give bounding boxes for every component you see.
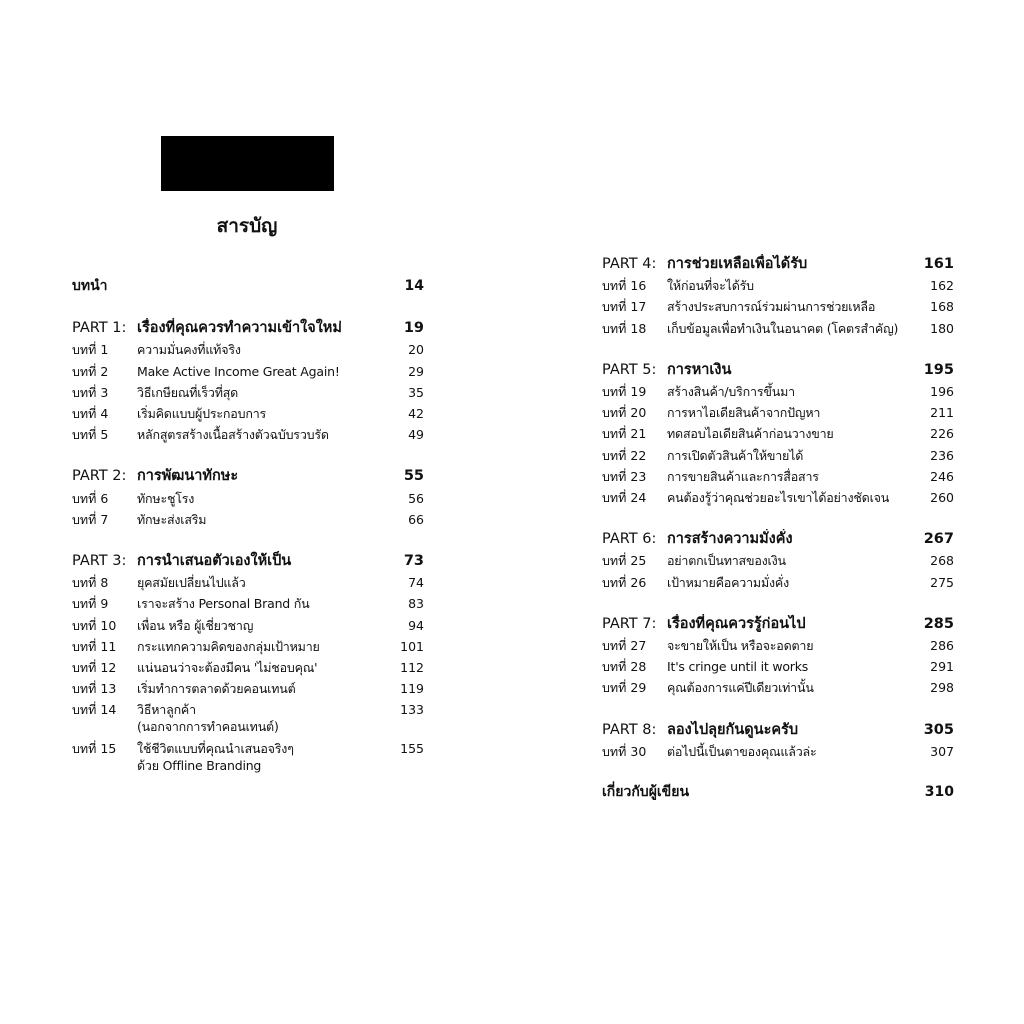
chapter-label: บทที่ 19 xyxy=(602,384,647,400)
part-title: การหาเงิน xyxy=(667,361,732,378)
chapter-label: บทที่ 22 xyxy=(602,447,647,463)
chapter-title: อย่าตกเป็นทาสของเงิน xyxy=(667,553,786,569)
chapter-row xyxy=(72,657,424,678)
chapter-page: 119 xyxy=(400,681,424,697)
chapter-title: สร้างสินค้า/บริการขึ้นมา xyxy=(667,384,795,400)
chapter-row xyxy=(72,382,424,403)
chapter-row xyxy=(72,403,424,424)
part-heading xyxy=(602,529,954,550)
chapter-label: บทที่ 29 xyxy=(602,680,647,696)
chapter-row xyxy=(602,318,954,339)
chapter-row xyxy=(602,423,954,444)
chapter-title: แน่นอนว่าจะต้องมีคน 'ไม่ชอบคุณ' xyxy=(137,660,318,676)
parts-left xyxy=(72,318,424,774)
part-label: PART 2: xyxy=(72,468,127,485)
part-page: 195 xyxy=(923,361,954,378)
chapter-title: การเปิดตัวสินค้าให้ขายได้ xyxy=(667,447,804,463)
part-label: PART 1: xyxy=(72,320,127,337)
part-title: การนำเสนอตัวเองให้เป็น xyxy=(137,553,292,570)
chapter-label: บทที่ 16 xyxy=(602,278,647,294)
chapter-page: 226 xyxy=(930,426,954,442)
chapter-label: บทที่ 26 xyxy=(602,574,647,590)
chapter-page: 35 xyxy=(408,384,424,400)
chapter-title: วิธีเกษียณที่เร็วที่สุด xyxy=(137,384,239,400)
chapter-row xyxy=(72,636,424,657)
toc-title: สารบัญ xyxy=(216,215,278,237)
part-title: การช่วยเหลือเพื่อได้รับ xyxy=(667,256,808,272)
chapter-title: ทดสอบไอเดียสินค้าก่อนวางขาย xyxy=(667,426,834,442)
toc-intro-row xyxy=(72,276,424,297)
chapter-row xyxy=(602,677,954,698)
toc-column-left xyxy=(72,276,424,777)
part-heading xyxy=(602,720,954,741)
part-page: 161 xyxy=(923,256,954,272)
chapter-row xyxy=(72,361,424,382)
chapter-row xyxy=(72,738,424,774)
chapter-label: บทที่ 30 xyxy=(602,743,647,759)
chapter-title: เพื่อน หรือ ผู้เชี่ยวชาญ xyxy=(137,617,254,633)
chapter-page: 101 xyxy=(400,638,424,654)
chapter-page: 133 xyxy=(400,702,424,718)
chapter-row xyxy=(602,572,954,593)
part-title: การสร้างความมั่งคั่ง xyxy=(667,531,793,548)
chapter-title: การขายสินค้าและการสื่อสาร xyxy=(667,468,819,484)
chapter-row xyxy=(72,615,424,636)
chapter-row xyxy=(602,402,954,423)
chapter-row xyxy=(602,741,954,762)
chapter-page: 66 xyxy=(408,511,424,527)
chapter-page: 275 xyxy=(930,574,954,590)
chapter-title: ยุคสมัยเปลี่ยนไปแล้ว xyxy=(137,575,246,591)
chapter-page: 112 xyxy=(400,660,424,676)
chapter-title: การหาไอเดียสินค้าจากปัญหา xyxy=(667,405,821,421)
chapter-page: 246 xyxy=(930,468,954,484)
chapter-label: บทที่ 17 xyxy=(602,299,647,315)
chapter-page: 298 xyxy=(930,680,954,696)
chapter-row xyxy=(602,381,954,402)
chapter-title: ต่อไปนี้เป็นตาของคุณแล้วล่ะ xyxy=(667,743,817,759)
chapter-row xyxy=(602,466,954,487)
chapter-page: 74 xyxy=(408,575,424,591)
chapter-page: 155 xyxy=(400,741,424,757)
intro-title: บทนำ xyxy=(72,278,108,294)
chapter-title: จะขายให้เป็น หรือจะอดตาย xyxy=(667,638,814,654)
part-label: PART 7: xyxy=(602,615,657,632)
part-label: PART 6: xyxy=(602,531,657,548)
chapter-title: กระแทกความคิดของกลุ่มเป้าหมาย xyxy=(137,638,320,654)
chapter-label: บทที่ 3 xyxy=(72,384,109,400)
chapter-label: บทที่ 11 xyxy=(72,638,117,654)
part-page: 285 xyxy=(923,615,954,632)
about-page: 310 xyxy=(924,784,954,801)
chapter-title: เราจะสร้าง Personal Brand กัน xyxy=(137,596,310,612)
about-title: เกี่ยวกับผู้เขียน xyxy=(602,784,690,801)
chapter-label: บทที่ 15 xyxy=(72,741,117,757)
part-heading xyxy=(602,614,954,635)
chapter-label: บทที่ 7 xyxy=(72,511,109,527)
chapter-label: บทที่ 12 xyxy=(72,660,117,676)
chapter-label: บทที่ 2 xyxy=(72,363,109,379)
part-heading xyxy=(72,466,424,487)
chapter-row xyxy=(602,445,954,466)
chapter-row xyxy=(72,678,424,699)
chapter-label: บทที่ 4 xyxy=(72,406,109,422)
chapter-page: 260 xyxy=(930,490,954,506)
part-page: 19 xyxy=(403,320,424,337)
chapter-title: เป้าหมายคือความมั่งคั่ง xyxy=(667,574,789,590)
chapter-label: บทที่ 24 xyxy=(602,490,647,506)
chapter-label: บทที่ 10 xyxy=(72,617,117,633)
part-label: PART 3: xyxy=(72,553,127,570)
chapter-title: Make Active Income Great Again! xyxy=(137,363,340,379)
chapter-label: บทที่ 20 xyxy=(602,405,647,421)
part-label: PART 8: xyxy=(602,721,657,738)
chapter-title: It's cringe until it works xyxy=(667,659,809,675)
chapter-label: บทที่ 25 xyxy=(602,553,647,569)
chapter-page: 211 xyxy=(930,405,954,421)
part-title: เรื่องที่คุณควรทำความเข้าใจใหม่ xyxy=(137,320,342,337)
chapter-row xyxy=(72,509,424,530)
chapter-page: 168 xyxy=(930,299,954,315)
chapter-row xyxy=(72,488,424,509)
chapter-page: 180 xyxy=(930,320,954,336)
chapter-row xyxy=(602,656,954,677)
toc-column-right xyxy=(602,254,954,803)
chapter-title: เริ่มทำการตลาดด้วยคอนเทนต์ xyxy=(137,681,296,697)
chapter-label: บทที่ 28 xyxy=(602,659,647,675)
chapter-title: คนต้องรู้ว่าคุณช่วยอะไรเขาได้อย่างชัดเจน xyxy=(667,490,890,506)
chapter-title: คุณต้องการแค่ปีเดียวเท่านั้น xyxy=(667,680,814,696)
chapter-label: บทที่ 21 xyxy=(602,426,647,442)
chapter-page: 94 xyxy=(408,617,424,633)
chapter-page: 196 xyxy=(930,384,954,400)
chapter-title: ทักษะชูโรง xyxy=(137,490,195,506)
parts-right xyxy=(602,254,954,762)
chapter-row xyxy=(72,339,424,360)
black-redaction-block xyxy=(161,136,334,191)
chapter-label: บทที่ 5 xyxy=(72,427,109,443)
chapter-page: 236 xyxy=(930,447,954,463)
chapter-row xyxy=(602,296,954,317)
chapter-label: บทที่ 18 xyxy=(602,320,647,336)
chapter-title: เริ่มคิดแบบผู้ประกอบการ xyxy=(137,406,267,422)
chapter-page: 29 xyxy=(408,363,424,379)
part-title: ลองไปลุยกันดูนะครับ xyxy=(667,721,799,738)
chapter-label: บทที่ 9 xyxy=(72,596,109,612)
chapter-row xyxy=(72,593,424,614)
part-page: 267 xyxy=(923,531,954,548)
chapter-page: 291 xyxy=(930,659,954,675)
chapter-row xyxy=(72,699,424,735)
chapter-page: 162 xyxy=(930,278,954,294)
part-page: 73 xyxy=(403,553,424,570)
part-label: PART 5: xyxy=(602,361,657,378)
chapter-label: บทที่ 1 xyxy=(72,342,109,358)
chapter-page: 56 xyxy=(408,490,424,506)
chapter-row xyxy=(602,635,954,656)
intro-page: 14 xyxy=(404,278,424,294)
chapter-row xyxy=(602,487,954,508)
part-heading xyxy=(72,318,424,339)
chapter-row xyxy=(72,572,424,593)
part-heading xyxy=(602,254,954,275)
chapter-page: 307 xyxy=(930,743,954,759)
chapter-row xyxy=(602,550,954,571)
toc-about-row xyxy=(602,782,954,803)
chapter-title: สร้างประสบการณ์ร่วมผ่านการช่วยเหลือ xyxy=(667,299,876,315)
part-page: 305 xyxy=(923,721,954,738)
chapter-page: 42 xyxy=(408,406,424,422)
part-label: PART 4: xyxy=(602,256,657,272)
chapter-label: บทที่ 27 xyxy=(602,638,647,654)
chapter-row xyxy=(72,424,424,445)
chapter-row xyxy=(602,275,954,296)
chapter-title: วิธีหาลูกค้า (นอกจากการทำคอนเทนต์) xyxy=(137,702,279,735)
chapter-page: 49 xyxy=(408,427,424,443)
part-heading xyxy=(602,360,954,381)
chapter-page: 20 xyxy=(408,342,424,358)
part-heading xyxy=(72,551,424,572)
part-page: 55 xyxy=(403,468,424,485)
chapter-title: หลักสูตรสร้างเนื้อสร้างตัวฉบับรวบรัด xyxy=(137,427,329,443)
chapter-label: บทที่ 14 xyxy=(72,702,117,718)
chapter-page: 286 xyxy=(930,638,954,654)
chapter-label: บทที่ 23 xyxy=(602,468,647,484)
chapter-title: ทักษะส่งเสริม xyxy=(137,511,207,527)
chapter-title: ใช้ชีวิตแบบที่คุณนำเสนอจริงๆ ด้วย Offline Branding xyxy=(137,741,294,774)
chapter-page: 83 xyxy=(408,596,424,612)
part-title: เรื่องที่คุณควรรู้ก่อนไป xyxy=(667,615,806,632)
chapter-title: ให้ก่อนที่จะได้รับ xyxy=(667,278,754,294)
chapter-page: 268 xyxy=(930,553,954,569)
chapter-label: บทที่ 6 xyxy=(72,490,109,506)
chapter-label: บทที่ 13 xyxy=(72,681,117,697)
chapter-title: ความมั่นคงที่แท้จริง xyxy=(137,342,241,358)
chapter-title: เก็บข้อมูลเพื่อทำเงินในอนาคต (โคตรสำคัญ) xyxy=(667,320,899,336)
chapter-label: บทที่ 8 xyxy=(72,575,109,591)
part-title: การพัฒนาทักษะ xyxy=(137,468,239,485)
